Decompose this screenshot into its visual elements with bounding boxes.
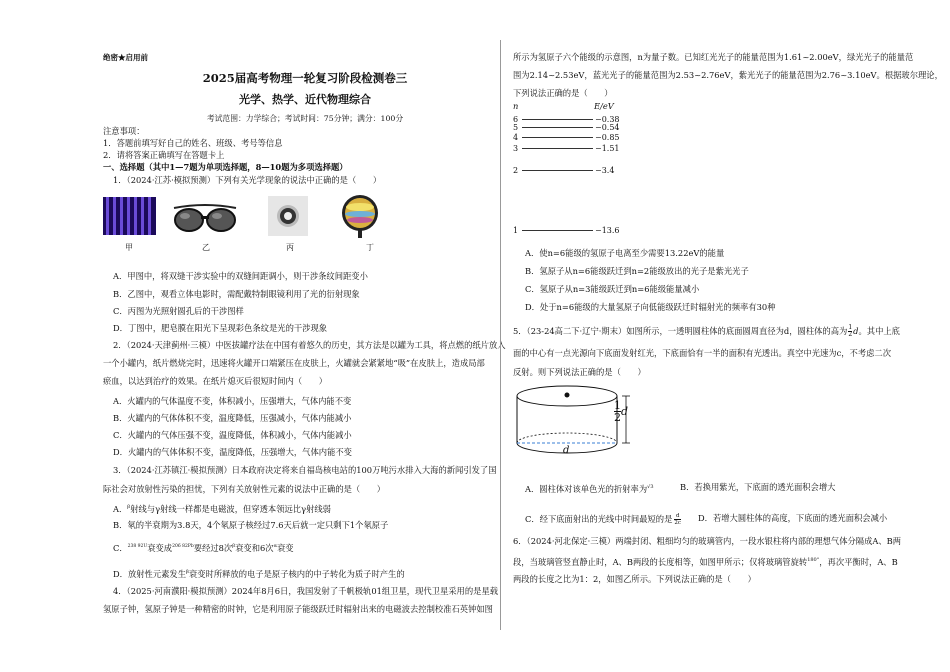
level-n: 5 — [513, 123, 519, 132]
q6-stem-text: 段，当玻璃管竖直静止时，A、B两段的长度相等，如图甲所示；仅将玻璃管旋转 — [513, 556, 808, 567]
q2-stem-line: 瘀血，以达到治疗的效果。在纸片熄灭后很短时间内（ ） — [103, 376, 328, 386]
level-n: 3 — [513, 144, 519, 153]
q4-stem-line: 4．（2025·河南濮阳·模拟预测）2024年8月6日，我国发射了千帆极轨01组卫星，现代卫星采用的是星载 — [113, 586, 499, 596]
image-label: 甲 — [125, 243, 133, 252]
q1-option-b: B．乙图中，观看立体电影时，需配戴特制眼镜利用了光的衍射现象 — [113, 289, 360, 299]
q2-stem-line: 一个小罐内，纸片燃烧完时，迅速将火罐开口端紧压在皮肤上，火罐就会紧紧地“吸”在皮肤上，造成局部 — [103, 358, 485, 368]
rotation-angle: 180° — [807, 557, 820, 563]
q2-option-a: A．火罐内的气体温度不变，体积减小，压强增大，气体内能不变 — [113, 396, 352, 406]
soap-film-image — [340, 193, 380, 238]
q5-option-b: B．若换用紫光，下底面的透光面积会增大 — [680, 482, 836, 492]
option-text: A．圆柱体对该单色光的折射率为 — [525, 483, 648, 494]
exam-title: 2025届高考物理一轮复习阶段检测卷三 — [202, 71, 408, 85]
q6-stem-line: 两段的长度之比为1：2，如图乙所示。下列说法正确的是（ ） — [513, 574, 756, 584]
image-label: 丙 — [286, 243, 294, 252]
option-marker: C． — [113, 542, 128, 553]
energy-level-line — [522, 230, 593, 231]
level-n: 6 — [513, 115, 519, 124]
energy-level-line — [522, 148, 593, 149]
q5-option-c — [525, 513, 681, 526]
fig-fraction — [614, 400, 621, 423]
lead-isotope: 206 82Pb — [172, 544, 194, 549]
q1-image-jia — [103, 197, 156, 235]
q2-option-d: D．火罐内的气体体积不变，温度降低，压强增大，气体内能不变 — [113, 447, 352, 457]
q5-stem-line: 面的中心有一点光源向下底面发射红光，下底面恰有一半的面积有光透出。真空中光速为c，不考虑二次 — [513, 348, 892, 358]
alpha-symbol: α — [273, 543, 277, 549]
q1-option-a: A．甲图中，将双缝干涉实验中的双缝间距调小，则干涉条纹间距变小 — [113, 271, 368, 281]
section-heading: 一、选择题（其中1—7题为单项选择题，8—10题为多项选择题） — [103, 162, 348, 172]
cylinder-figure — [510, 383, 670, 463]
q5-stem-text: 5．（23-24高二下·辽宁·期末）如图所示，一透明圆柱体的底面圆周直径为d，圆柱体的高为 — [513, 326, 848, 336]
q2-option-c: C．火罐内的气体压强不变，温度降低，体积减小，气体内能减小 — [113, 430, 352, 440]
q4-stem-line: 围为2.14~2.53eV，蓝光光子的能量范围为2.53~2.76eV，紫光光子的能量范围为2.76~3.10eV。根据玻尔理论， — [513, 70, 943, 80]
q5-stem-line — [513, 325, 900, 338]
fraction-variable: d — [621, 405, 629, 418]
q3-stem-line: 3．（2024·江苏镇江·模拟预测）日本政府决定将来自福岛核电站的100万吨污水排入大海的新闻引发了国 — [113, 465, 497, 475]
column-divider — [500, 40, 501, 630]
circular-aperture-pattern-image — [268, 196, 308, 236]
q6-stem-line — [513, 555, 898, 568]
option-text: 衰变成 — [147, 542, 173, 553]
option-text: 衰变时所释放的电子是原子核内的中子转化为质子时产生的 — [188, 568, 405, 579]
q2-stem-line: 2．（2024·天津蓟州·三模）中医拔罐疗法在中国有着悠久的历史，其方法是以罐为工具，将点燃的纸片放入 — [113, 340, 506, 350]
q3-stem-line: 际社会对放射性污染的担忧，下列有关放射性元素的说法中正确的是（ ） — [103, 484, 386, 494]
q1-option-d: D．丁图中，肥皂膜在阳光下呈现彩色条纹是光的干涉现象 — [113, 323, 328, 333]
figure-diameter-label: d — [563, 445, 570, 456]
level-energy: −13.6 — [595, 226, 620, 235]
level-energy: −0.85 — [595, 133, 620, 142]
q6-stem-text: ，再次平衡时，A、B — [819, 556, 898, 567]
beta-symbol: β — [127, 504, 131, 510]
q1-image-yi — [172, 198, 238, 238]
image-label: 乙 — [202, 243, 210, 252]
energy-level-line — [522, 137, 593, 138]
q4-stem-line: 下列说法正确的是（ ） — [513, 88, 613, 98]
q4-option-d: D．处于n=6能级的大量氢原子向低能级跃迁时辐射光的频率有30种 — [525, 302, 776, 312]
option-text: 衰变 — [276, 542, 294, 553]
energy-level-line — [522, 170, 593, 171]
uranium-isotope: 238 92U — [127, 544, 148, 549]
q4-stem-line: 氢原子钟，氢原子钟是一种精密的时钟，它是利用原子能级跃迁时辐射出来的电磁波去控制校准石英钟如图 — [103, 604, 493, 614]
energy-axis-label: E/eV — [594, 101, 614, 111]
q4-option-a: A．使n=6能级的氢原子电离至少需要13.22eV的能量 — [525, 248, 725, 258]
notes-heading: 注意事项： — [103, 126, 145, 136]
level-n: 1 — [513, 226, 519, 235]
q4-option-b: B．氢原子从n=6能级跃迁到n=2能级放出的光子是紫光光子 — [525, 266, 749, 276]
exam-scope: 考试范围：力学综合；考试时间：75分钟；满分：100分 — [206, 114, 404, 123]
beta-symbol: β — [186, 569, 189, 575]
option-text: 射线与γ射线一样都是电磁波，但穿透本领远比γ射线弱 — [130, 503, 331, 514]
q4-option-c: C．氢原子从n=3能级跃迁到n=6能级能量减小 — [525, 284, 700, 294]
inline-fraction — [848, 325, 852, 338]
q6-stem-line: 6．（2024·河北保定·三模）两端封闭、粗细均匀的玻璃管内，一段水银柱将内部的理想气体分隔成A、B两 — [513, 536, 902, 546]
q5-option-a — [525, 482, 654, 495]
note-item: 2．请将答案正确填写在答题卡上 — [103, 150, 225, 160]
q3-option-c — [113, 541, 294, 554]
option-text: D．放射性元素发生 — [113, 568, 187, 579]
level-energy: −0.54 — [595, 123, 620, 132]
level-energy: −3.4 — [595, 166, 615, 175]
option-marker: A． — [113, 503, 128, 514]
q3-option-a — [113, 502, 331, 515]
note-item: 1．答题前填写好自己的姓名、班级、考号等信息 — [103, 138, 283, 148]
secret-label: 绝密★启用前 — [103, 53, 148, 62]
fraction-denominator: 2c — [674, 520, 681, 526]
fraction-denominator: 2 — [614, 411, 621, 424]
level-n: 2 — [513, 166, 519, 175]
fraction-numerator: d — [675, 513, 680, 519]
n-axis-label: n — [513, 101, 519, 111]
fraction-numerator: 1 — [614, 399, 621, 412]
energy-level-line — [522, 127, 593, 128]
exam-subtitle: 光学、热学、近代物理综合 — [239, 93, 371, 106]
level-energy: −0.38 — [595, 115, 620, 124]
fraction-numerator: 1 — [848, 324, 853, 331]
image-label: 丁 — [366, 243, 374, 252]
inline-fraction — [674, 513, 681, 526]
level-n: 4 — [513, 133, 519, 142]
fraction-variable: d — [853, 326, 859, 336]
q4-stem-line: 所示为氢原子六个能级的示意图，n为量子数。已知红光光子的能量范围为1.61~2.00eV，绿光光子的能量范 — [513, 52, 914, 62]
q5-stem-line: 反射。则下列说法正确的是（ ） — [513, 367, 646, 377]
q5-option-d: D．若增大圆柱体的高度，下底面的透光面积会减小 — [698, 513, 888, 523]
q2-option-b: B．火罐内的气体体积不变，温度降低，压强减小，气体内能减小 — [113, 413, 352, 423]
q1-stem: 1．（2024·江苏·模拟预测）下列有关光学现象的说法中正确的是（ ） — [113, 175, 382, 185]
q3-option-b: B．氡的半衰期为3.8天，4个氡原子核经过7.6天后就一定只剩下1个氡原子 — [113, 520, 389, 530]
refractive-index-value: √3 — [647, 484, 654, 490]
q3-option-d — [113, 567, 405, 580]
option-text: 要经过8次 — [193, 542, 233, 553]
figure-height-label — [614, 400, 628, 423]
option-text: 衰变和6次 — [235, 542, 274, 553]
q1-option-c: C．丙图为光照射圆孔后的干涉图样 — [113, 306, 244, 316]
beta-symbol: β — [232, 543, 236, 549]
option-text: C．经下底面射出的光线中时间最短的是 — [525, 514, 673, 524]
cylinder-diagram — [510, 383, 670, 463]
level-energy: −1.51 — [595, 144, 620, 153]
3d-glasses-image — [172, 198, 238, 238]
q1-image-bing — [268, 196, 308, 236]
fraction-denominator: 2 — [848, 331, 853, 338]
q1-image-ding — [340, 193, 380, 238]
energy-level-line — [522, 119, 593, 120]
q5-stem-text: 。其中上底 — [858, 326, 900, 336]
double-slit-fringes-image — [103, 197, 156, 235]
